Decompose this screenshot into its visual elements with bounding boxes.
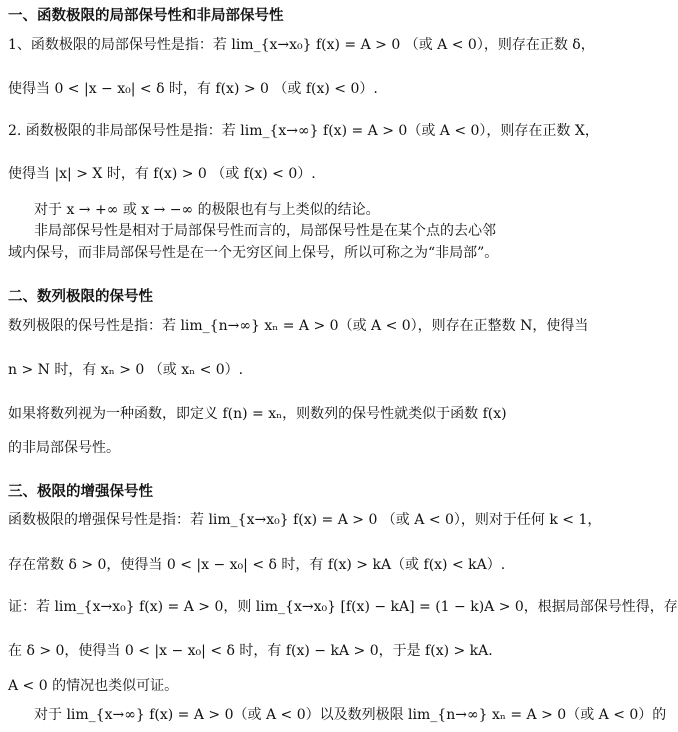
text-line: 如果将数列视为一种函数，即定义 f(n) = xₙ，则数列的保号性就类似于函数 f(x): [8, 406, 507, 422]
text-line: A < 0 的情况也类似可证。: [8, 678, 179, 694]
section-heading-1: 一、函数极限的局部保号性和非局部保号性: [8, 8, 284, 24]
text-line: 使得当 |x| > X 时，有 f(x) > 0 （或 f(x) < 0）.: [8, 166, 316, 182]
text-line: 非局部保号性是相对于局部保号性而言的，局部保号性是在某个点的去心邻: [34, 223, 496, 239]
text-line: 在 δ > 0，使得当 0 < |x − x₀| < δ 时，有 f(x) − kA > 0，于是 f(x) > kA.: [8, 643, 493, 659]
section-heading-2: 二、数列极限的保号性: [8, 289, 153, 305]
text-line: n > N 时，有 xₙ > 0 （或 xₙ < 0）.: [8, 362, 244, 378]
text-line: 2. 函数极限的非局部保号性是指：若 lim_{x→∞} f(x) = A > 0（或 A < 0），则存在正数 X，: [8, 123, 599, 139]
text-line: 的非局部保号性。: [8, 440, 120, 456]
text-line: 对于 x → +∞ 或 x → −∞ 的极限也有与上类似的结论。: [34, 202, 380, 218]
text-line: 1、函数极限的局部保号性是指：若 lim_{x→x₀} f(x) = A > 0 （或 A < 0），则存在正数 δ，: [8, 37, 595, 53]
text-line: 函数极限的增强保号性是指：若 lim_{x→x₀} f(x) = A > 0 （或 A < 0），则对于任何 k < 1，: [8, 512, 602, 528]
text-line: 存在常数 δ > 0，使得当 0 < |x − x₀| < δ 时，有 f(x) > kA（或 f(x) < kA）.: [8, 557, 506, 573]
text-line: 对于 lim_{x→∞} f(x) = A > 0（或 A < 0）以及数列极限 lim_{n→∞} xₙ = A > 0（或 A < 0）的: [34, 707, 667, 723]
text-line: 证：若 lim_{x→x₀} f(x) = A > 0，则 lim_{x→x₀} [f(x) − kA] = (1 − k)A > 0，根据局部保号性得，存: [8, 599, 678, 615]
section-heading-3: 三、极限的增强保号性: [8, 484, 153, 500]
text-line: 使得当 0 < |x − x₀| < δ 时，有 f(x) > 0 （或 f(x) < 0）.: [8, 81, 378, 97]
text-line: 域内保号，而非局部保号性是在一个无穷区间上保号，所以可称之为“非局部”。: [8, 245, 499, 261]
text-line: 数列极限的保号性是指：若 lim_{n→∞} xₙ = A > 0（或 A < 0），则存在正整数 N，使得当: [8, 318, 589, 334]
